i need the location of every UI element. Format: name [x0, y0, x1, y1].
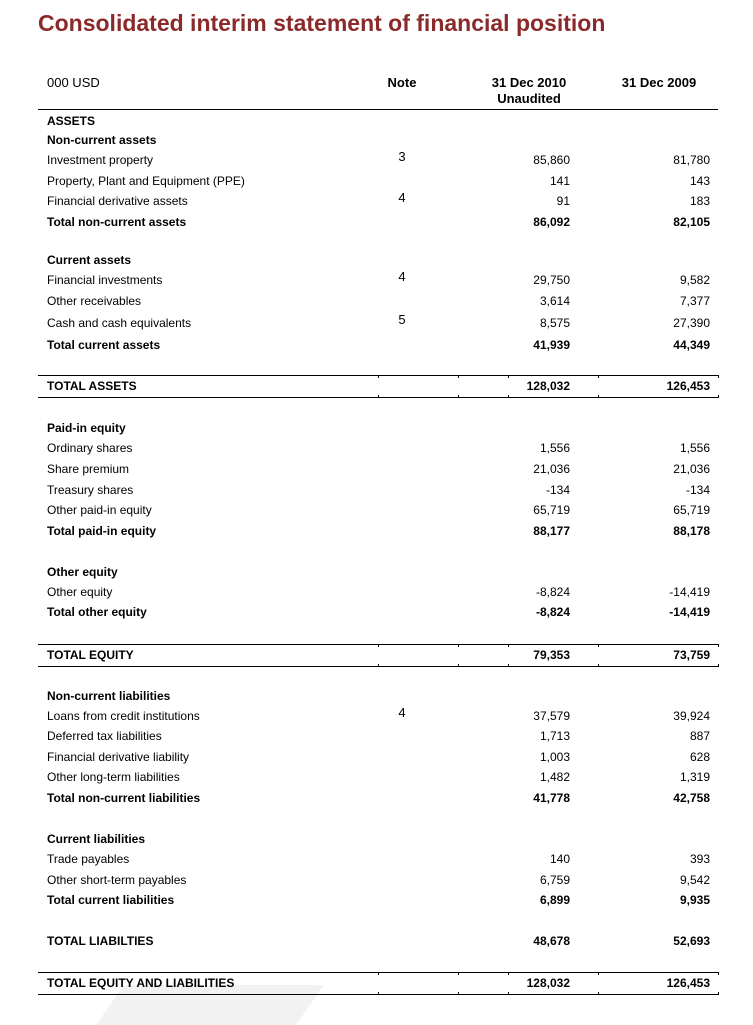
row-value-2009: 9,542 — [679, 873, 710, 887]
rule-tick — [718, 664, 719, 667]
rule-tick — [598, 395, 599, 398]
row-value-2010: 41,778 — [533, 791, 570, 805]
table-row — [47, 705, 717, 727]
table-row — [47, 832, 717, 850]
row-label: Trade payables — [47, 852, 130, 866]
row-label: Total non-current liabilities — [47, 791, 201, 805]
row-value-2009: 9,935 — [679, 893, 710, 907]
table-row — [47, 421, 717, 439]
row-value-2009: 88,178 — [673, 524, 710, 538]
table-row — [47, 565, 717, 583]
row-label: Current liabilities — [47, 832, 146, 846]
table-row — [47, 149, 717, 171]
row-note: 4 — [398, 190, 406, 205]
row-value-2009: 126,453 — [666, 379, 710, 393]
table-row — [47, 483, 717, 501]
row-label: Other receivables — [47, 294, 142, 308]
row-label: TOTAL EQUITY AND LIABILITIES — [47, 976, 235, 990]
row-value-2009: 52,693 — [673, 934, 710, 948]
row-label: Loans from credit institutions — [47, 709, 200, 723]
table-row — [47, 852, 717, 870]
table-row — [47, 524, 717, 542]
table-row — [47, 976, 717, 994]
row-label: Non-current liabilities — [47, 689, 171, 703]
table-row — [47, 750, 717, 768]
row-label: Paid-in equity — [47, 421, 126, 435]
table-row — [47, 503, 717, 521]
table-row — [47, 294, 717, 312]
table-row — [47, 215, 717, 233]
row-value-2009: -134 — [685, 483, 710, 497]
table-row — [47, 585, 717, 603]
table-row — [47, 190, 717, 212]
row-label: Investment property — [47, 153, 154, 167]
rule-tick — [458, 664, 459, 667]
row-value-2010: -134 — [545, 483, 570, 497]
row-label: Ordinary shares — [47, 441, 133, 455]
rule-tick — [598, 664, 599, 667]
row-value-2010: -8,824 — [535, 605, 570, 619]
rule-tick — [378, 972, 379, 975]
row-value-2010: 88,177 — [533, 524, 570, 538]
row-label: Current assets — [47, 253, 132, 267]
row-label: Total current liabilities — [47, 893, 175, 907]
rule-tick — [378, 395, 379, 398]
row-note: 3 — [398, 149, 406, 164]
header-col-2010 — [470, 75, 588, 107]
table-row — [47, 441, 717, 459]
header-col-2010-status: Unaudited — [497, 91, 561, 106]
row-value-2010: 128,032 — [526, 976, 570, 990]
row-note: 4 — [398, 269, 406, 284]
rule-tick — [598, 972, 599, 975]
row-value-2010: 1,482 — [539, 770, 570, 784]
row-value-2009: 143 — [689, 174, 710, 188]
header-col-2010-date: 31 Dec 2010 — [491, 75, 567, 90]
row-value-2009: 42,758 — [673, 791, 710, 805]
rule-tick — [458, 395, 459, 398]
row-value-2009: 7,377 — [679, 294, 710, 308]
rule-tick — [718, 395, 719, 398]
header-col-2009: 31 Dec 2009 — [621, 75, 697, 90]
row-value-2009: 82,105 — [673, 215, 710, 229]
table-row — [47, 873, 717, 891]
row-value-2009: 39,924 — [673, 709, 710, 723]
row-label: Other long-term liabilities — [47, 770, 180, 784]
rule-tick — [378, 375, 379, 378]
row-value-2009: 27,390 — [673, 316, 710, 330]
row-value-2010: 140 — [549, 852, 570, 866]
row-value-2010: 86,092 — [533, 215, 570, 229]
row-value-2009: 65,719 — [673, 503, 710, 517]
row-value-2010: 91 — [556, 194, 570, 208]
row-label: Total non-current assets — [47, 215, 187, 229]
rule-tick — [378, 992, 379, 995]
row-label: TOTAL LIABILTIES — [47, 934, 154, 948]
row-note: 4 — [398, 705, 406, 720]
table-row — [47, 893, 717, 911]
rule-tick — [508, 972, 509, 975]
row-value-2009: 73,759 — [673, 648, 710, 662]
row-value-2009: 9,582 — [679, 273, 710, 287]
row-label: Financial derivative liability — [47, 750, 190, 764]
header-note: Note — [387, 75, 417, 90]
rule-tick — [598, 644, 599, 647]
row-value-2010: 141 — [549, 174, 570, 188]
table-row — [47, 312, 717, 334]
row-value-2010: 3,614 — [539, 294, 570, 308]
row-value-2009: 887 — [689, 729, 710, 743]
row-label: Cash and cash equivalents — [47, 316, 192, 330]
row-label: Financial investments — [47, 273, 163, 287]
rule-tick — [458, 992, 459, 995]
rule-tick — [508, 375, 509, 378]
rule-tick — [458, 375, 459, 378]
row-value-2010: 65,719 — [533, 503, 570, 517]
rule-tick — [718, 644, 719, 647]
row-value-2010: 41,939 — [533, 338, 570, 352]
row-value-2009: 44,349 — [673, 338, 710, 352]
row-value-2010: 1,003 — [539, 750, 570, 764]
row-label: Property, Plant and Equipment (PPE) — [47, 174, 245, 188]
row-label: Other equity — [47, 565, 118, 579]
row-value-2009: 81,780 — [673, 153, 710, 167]
rule-tick — [718, 375, 719, 378]
row-value-2010: 1,713 — [539, 729, 570, 743]
table-row — [47, 729, 717, 747]
header-unit: 000 USD — [47, 75, 100, 90]
row-value-2010: 21,036 — [533, 462, 570, 476]
row-value-2010: 6,759 — [539, 873, 570, 887]
row-value-2010: 48,678 — [533, 934, 570, 948]
row-value-2009: 126,453 — [666, 976, 710, 990]
row-label: Total current assets — [47, 338, 161, 352]
rule-tick — [718, 992, 719, 995]
rule-tick — [718, 972, 719, 975]
page-title: Consolidated interim statement of financial position — [38, 10, 606, 36]
row-value-2010: -8,824 — [535, 585, 570, 599]
row-label: ASSETS — [47, 114, 96, 128]
row-label: Other equity — [47, 585, 113, 599]
rule-tick — [458, 644, 459, 647]
row-value-2009: 393 — [689, 852, 710, 866]
row-value-2009: 1,319 — [679, 770, 710, 784]
row-label: TOTAL EQUITY — [47, 648, 134, 662]
table-row — [47, 114, 717, 132]
row-label: Deferred tax liabilities — [47, 729, 162, 743]
row-value-2009: -14,419 — [669, 585, 710, 599]
table-row — [47, 462, 717, 480]
rule-tick — [508, 664, 509, 667]
row-value-2009: 183 — [689, 194, 710, 208]
row-label: Treasury shares — [47, 483, 134, 497]
table-row — [47, 605, 717, 623]
rule-tick — [508, 992, 509, 995]
row-value-2010: 8,575 — [539, 316, 570, 330]
table-row — [47, 791, 717, 809]
row-label: Total paid-in equity — [47, 524, 157, 538]
row-value-2009: 21,036 — [673, 462, 710, 476]
rule-tick — [458, 972, 459, 975]
row-label: Non-current assets — [47, 133, 157, 147]
row-value-2010: 85,860 — [533, 153, 570, 167]
row-label: Share premium — [47, 462, 130, 476]
row-value-2010: 37,579 — [533, 709, 570, 723]
rule-tick — [378, 644, 379, 647]
row-label: Total other equity — [47, 605, 147, 619]
table-row — [47, 934, 717, 952]
row-value-2009: 628 — [689, 750, 710, 764]
row-label: Financial derivative assets — [47, 194, 188, 208]
row-label: TOTAL ASSETS — [47, 379, 137, 393]
rule-tick — [508, 395, 509, 398]
rule-tick — [598, 992, 599, 995]
table-row — [47, 379, 717, 397]
row-value-2009: -14,419 — [669, 605, 710, 619]
row-note: 5 — [398, 312, 406, 327]
row-value-2010: 1,556 — [539, 441, 570, 455]
rule-tick — [508, 644, 509, 647]
row-value-2010: 79,353 — [533, 648, 570, 662]
table-row — [47, 269, 717, 291]
row-label: Other short-term payables — [47, 873, 187, 887]
table-row — [47, 770, 717, 788]
table-row — [47, 648, 717, 666]
row-value-2010: 128,032 — [526, 379, 570, 393]
header-rule — [38, 109, 718, 110]
row-value-2010: 29,750 — [533, 273, 570, 287]
row-value-2010: 6,899 — [539, 893, 570, 907]
table-row — [47, 338, 717, 356]
row-value-2009: 1,556 — [679, 441, 710, 455]
rule-tick — [598, 375, 599, 378]
rule-tick — [378, 664, 379, 667]
row-label: Other paid-in equity — [47, 503, 152, 517]
